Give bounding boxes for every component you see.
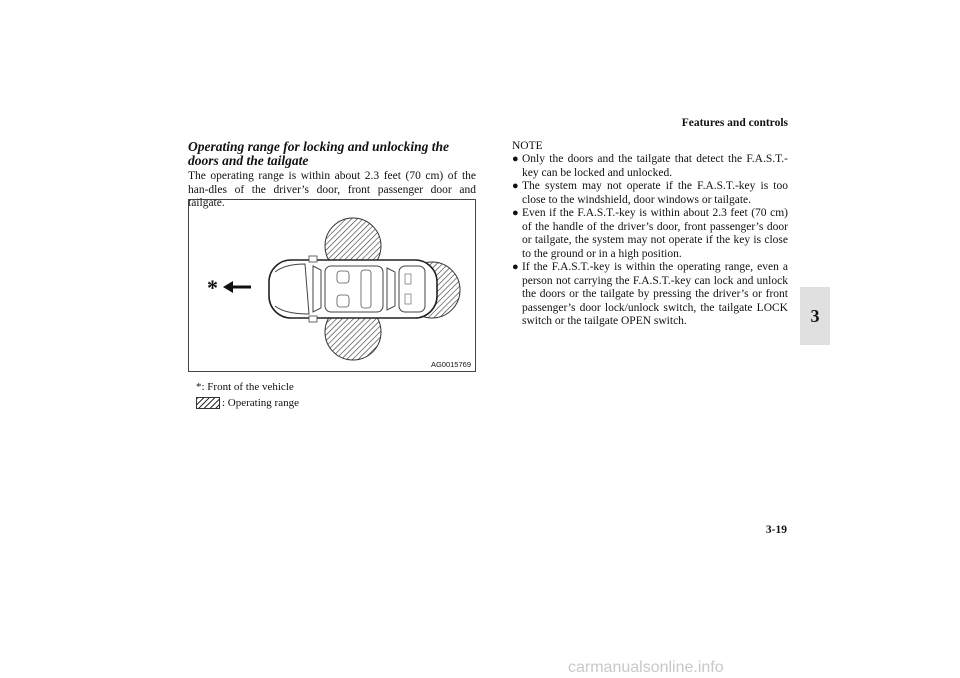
legend-range-text: : Operating range (222, 397, 299, 409)
car-cargo-area (399, 266, 425, 312)
bullet-icon: ● (512, 207, 519, 219)
running-header: Features and controls (681, 117, 788, 129)
bullet-icon: ● (512, 153, 519, 165)
vehicle-top-view-diagram (189, 200, 475, 371)
front-marker: * (207, 275, 218, 300)
car-seat-front-left (337, 271, 349, 283)
note-title: NOTE (512, 140, 543, 152)
car-seat-front-right (337, 295, 349, 307)
bullet-icon: ● (512, 180, 519, 192)
chapter-tab (800, 287, 830, 345)
car-mirror-right (309, 316, 317, 322)
legend-range (196, 397, 299, 409)
car-roof (325, 266, 383, 312)
section-heading: Operating range for locking and unlocking the doors and the tailgate (188, 139, 450, 168)
note-item-text: The system may not operate if the F.A.S.T.-key is too close to the windshield, door windows or tailgate. (522, 180, 788, 206)
car-tail-light-left (405, 274, 411, 284)
intro-paragraph: The operating range is within about 2.3 feet (70 cm) of the han-dles of the driver’s door, front passenger door and tailgate. (188, 170, 476, 209)
page-number: 3-19 (765, 524, 787, 536)
car-mirror-left (309, 256, 317, 262)
front-arrow-head-icon (223, 281, 233, 293)
note-item-text: Even if the F.A.S.T.-key is within about 2.3 feet (70 cm) of the handle of the driver’s door, front passenger’s door or tailgate, the system may not operate if the key is close to the ground or in a high position. (522, 207, 788, 260)
figure-code: AG0015769 (430, 360, 471, 369)
car-seat-rear (361, 270, 371, 308)
car-tail-light-right (405, 294, 411, 304)
chapter-number: 3 (810, 305, 820, 326)
bullet-icon: ● (512, 261, 519, 273)
note-item (512, 153, 788, 180)
legend-front (196, 381, 294, 393)
right-column (512, 140, 788, 329)
legend-front-symbol: * (196, 381, 202, 393)
note-item (512, 180, 788, 207)
note-item-text: Only the doors and the tailgate that detect the F.A.S.T.-key can be locked and unlocked. (522, 153, 788, 179)
hatch-swatch-icon (196, 397, 220, 409)
note-item (512, 207, 788, 261)
legend-front-text: : Front of the vehicle (201, 381, 294, 393)
car-windshield (313, 266, 321, 312)
operating-range-figure (188, 199, 476, 372)
watermark-link[interactable]: carmanualsonline.info (568, 659, 724, 676)
car-rear-window (387, 268, 395, 310)
note-item (512, 261, 788, 329)
note-item-text: If the F.A.S.T.-key is within the operating range, even a person not carrying the F.A.S.T.-key can lock and unlock the doors or the tailgate by pressing the driver’s or front passenger’s door lock/unlock switch, the tailgate LOCK switch or the tailgate OPEN switch. (522, 261, 788, 327)
